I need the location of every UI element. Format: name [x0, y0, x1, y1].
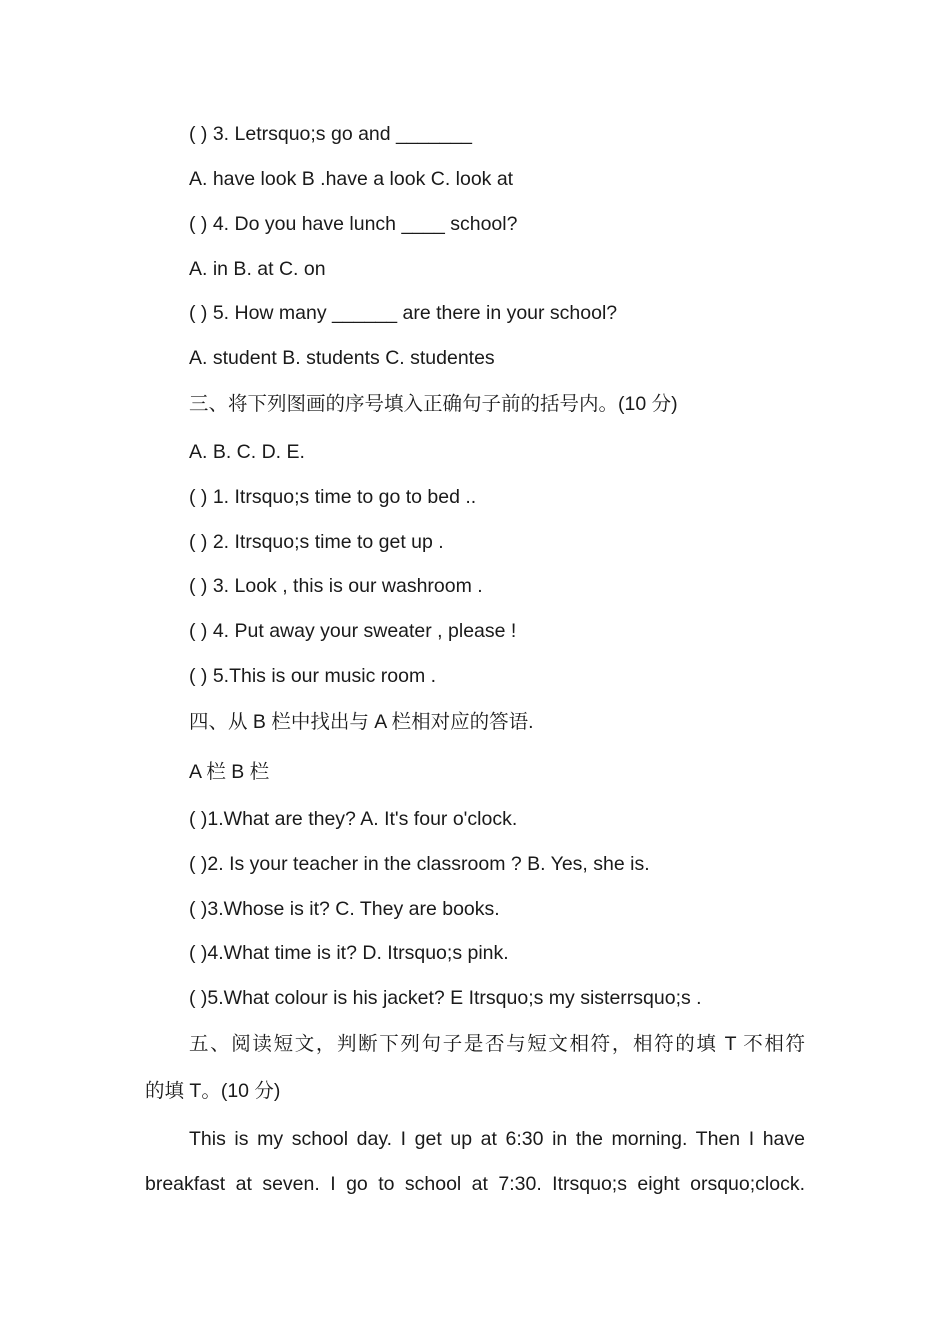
picture-item-2: ( ) 2. Itrsquo;s time to get up . [189, 531, 444, 553]
question-3: ( ) 3. Letrsquo;s go and _______ [189, 123, 472, 145]
picture-item-4: ( ) 4. Put away your sweater , please ! [189, 620, 517, 642]
question-5: ( ) 5. How many ______ are there in your school? [189, 302, 618, 324]
column-headers: A 栏 B 栏 [189, 761, 270, 783]
options-3: A. have look B .have a look C. look at [189, 168, 514, 190]
picture-item-3: ( ) 3. Look , this is our washroom . [189, 575, 483, 597]
match-item-1: ( )1.What are they? A. It's four o'clock. [189, 808, 518, 830]
options-5: A. student B. students C. studentes [189, 347, 495, 369]
section-5-heading-line-1: 五、阅读短文，判断下列句子是否与短文相符，相符的填 T 不相符 [189, 1033, 805, 1055]
passage-line-2: breakfast at seven. I go to school at 7:30. Itrsquo;s eight orsquo;clock. [145, 1173, 805, 1195]
match-item-5: ( )5.What colour is his jacket? E Itrsquo;s my sisterrsquo;s . [189, 987, 702, 1009]
picture-item-1: ( ) 1. Itrsquo;s time to go to bed .. [189, 486, 477, 508]
passage-line-1: This is my school day. I get up at 6:30 in the morning. Then I have [189, 1128, 805, 1150]
match-item-3: ( )3.Whose is it? C. They are books. [189, 898, 500, 920]
section-4-heading: 四、从 B 栏中找出与 A 栏相对应的答语. [189, 711, 534, 733]
match-item-2: ( )2. Is your teacher in the classroom ? B. Yes, she is. [189, 853, 650, 875]
section-5-heading-line-2: 的填 T。(10 分) [145, 1080, 281, 1102]
section-3-heading: 三、将下列图画的序号填入正确句子前的括号内。(10 分) [189, 393, 678, 415]
question-4: ( ) 4. Do you have lunch ____ school? [189, 213, 518, 235]
match-item-4: ( )4.What time is it? D. Itrsquo;s pink. [189, 942, 509, 964]
options-4: A. in B. at C. on [189, 258, 326, 280]
picture-item-5: ( ) 5.This is our music room . [189, 665, 437, 687]
picture-labels: A. B. C. D. E. [189, 441, 305, 463]
